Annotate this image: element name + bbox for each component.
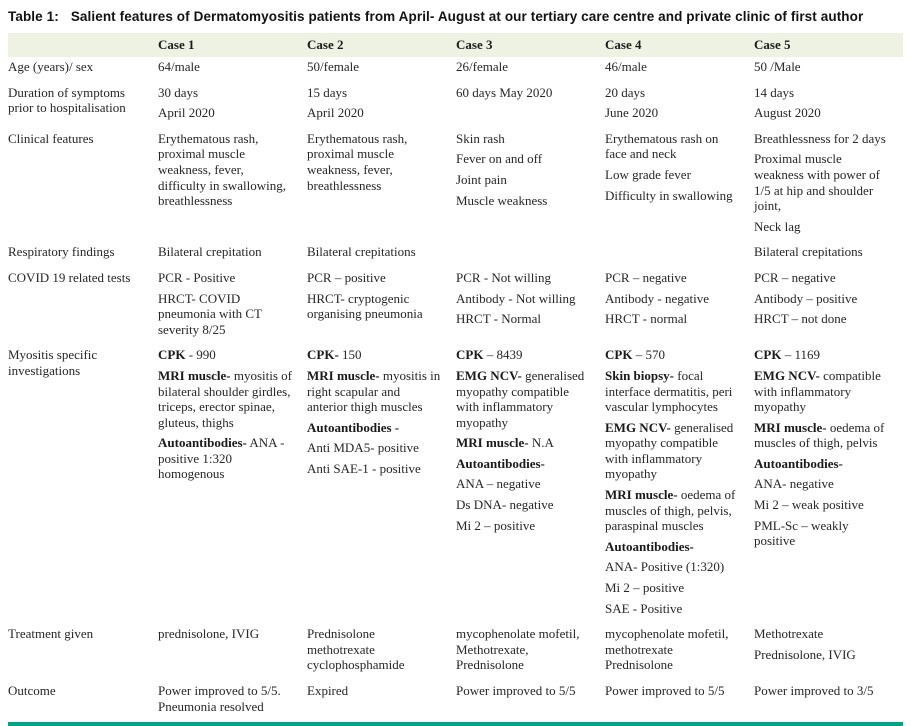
cell-paragraph: PCR – negative: [605, 269, 687, 285]
cell-paragraph: PML-Sc – weakly positive: [754, 517, 849, 549]
case-cell: [456, 268, 605, 345]
case-cell: [307, 681, 456, 724]
table-body: [8, 57, 903, 724]
cell-paragraph: HRCT- COVID pneumonia with CT severity 8/25: [158, 290, 262, 337]
cell-paragraph: Erythematous rash, proximal muscle weakness, fever, breathlessness: [307, 130, 408, 193]
cell-bold-lead: MRI muscle-: [158, 367, 231, 383]
case-header: Case 3: [456, 33, 605, 57]
cell-paragraph: mycophenolate mofetil, methotrexate Prednisolone: [605, 626, 729, 673]
table-row: [8, 83, 903, 129]
cell-paragraph: Antibody – positive: [754, 290, 858, 306]
cell-paragraph: Skin biopsy- focal interface dermatitis, peri vascular lymphocytes: [605, 367, 733, 415]
cell-paragraph: June 2020: [605, 105, 659, 121]
cell-paragraph: PCR – positive: [307, 269, 386, 285]
cell-paragraph: [307, 420, 443, 436]
table-head-row: [8, 33, 903, 57]
cell-bold-lead: MRI muscle-: [754, 419, 827, 435]
cell-paragraph: Erythematous rash, proximal muscle weakness, fever, difficulty in swallowing, breathlessness: [158, 130, 286, 209]
cell-paragraph: EMG NCV- generalised myopathy compatible with inflammatory myopathy: [605, 419, 734, 482]
cell-paragraph: [605, 539, 741, 555]
cell-paragraph: Skin rash: [456, 130, 505, 146]
cell-bold-lead: Autoantibodies-: [456, 455, 545, 471]
case-cell: [307, 83, 456, 129]
cell-paragraph: Power improved to 5/5. Pneumonia resolved: [158, 683, 281, 714]
case-cell: [158, 83, 307, 129]
table-row: [8, 345, 903, 624]
cell-paragraph: CPK - 990: [158, 347, 216, 363]
case-cell: [456, 129, 605, 243]
cell-paragraph: Bilateral crepitations: [307, 244, 416, 260]
cell-paragraph: MRI muscle- myositis of bilateral shoulder girdles, triceps, erector spinae, gluteus, thighs: [158, 367, 292, 430]
cell-paragraph: HRCT - Normal: [456, 311, 541, 327]
cell-paragraph: Muscle weakness: [456, 192, 548, 208]
cell-paragraph: HRCT - normal: [605, 311, 688, 327]
table-row: [8, 624, 903, 681]
row-label: Myositis specific investigations: [8, 347, 98, 378]
cell-paragraph: Antibody - negative: [605, 290, 709, 306]
cell-bold-lead: MRI muscle-: [307, 367, 380, 383]
case-cell: [456, 345, 605, 624]
case-cell: [605, 57, 754, 83]
cell-bold-lead: Skin biopsy-: [605, 367, 675, 383]
cell-paragraph: prednisolone, IVIG: [158, 626, 260, 642]
cell-bold-lead: CPK: [456, 347, 484, 363]
case-cell: [307, 268, 456, 345]
cell-paragraph: Fever on and off: [456, 151, 543, 167]
cell-paragraph: Anti SAE-1 - positive: [307, 460, 421, 476]
row-label: Treatment given: [8, 626, 94, 642]
cell-bold-lead: CPK: [754, 347, 782, 363]
row-label: Age (years)/ sex: [8, 59, 94, 74]
cell-paragraph: Bilateral crepitation: [158, 244, 262, 260]
case-cell: [754, 242, 903, 268]
cell-paragraph: PCR – negative: [754, 269, 836, 285]
cell-paragraph: Prednisolone methotrexate cyclophosphamide: [307, 626, 405, 673]
row-label: Outcome: [8, 683, 56, 698]
case-cell: [158, 129, 307, 243]
cell-paragraph: Power improved to 5/5: [456, 683, 576, 698]
cell-paragraph: Low grade fever: [605, 166, 691, 182]
case-cell: [158, 624, 307, 681]
case-cell: [605, 242, 754, 268]
case-header: Case 4: [605, 33, 754, 57]
case-header: Case 5: [754, 33, 903, 57]
cell-paragraph: Breathlessness for 2 days: [754, 130, 886, 146]
cell-bold-lead: EMG NCV-: [456, 367, 522, 383]
case-cell: [456, 681, 605, 724]
dermatomyositis-table: [8, 33, 903, 726]
case-cell: [158, 268, 307, 345]
case-cell: [605, 681, 754, 724]
cell-paragraph: CPK – 570: [605, 347, 665, 363]
cell-paragraph: 14 days: [754, 84, 795, 100]
case-cell: [158, 681, 307, 724]
case-cell: [456, 57, 605, 83]
cell-paragraph: HRCT – not done: [754, 311, 847, 327]
case-cell: [754, 624, 903, 681]
cell-paragraph: MRI muscle- oedema of muscles of thigh, pelvis, paraspinal muscles: [605, 487, 736, 534]
case-cell: [605, 345, 754, 624]
cell-paragraph: 26/female: [456, 59, 508, 74]
cell-bold-lead: MRI muscle-: [605, 487, 678, 503]
cell-paragraph: 50 /Male: [754, 59, 801, 74]
table-head: [8, 33, 903, 57]
cell-paragraph: CPK – 8439: [456, 347, 523, 363]
cell-paragraph: MRI muscle- N.A: [456, 435, 554, 451]
cell-paragraph: Ds DNA- negative: [456, 497, 554, 513]
cell-paragraph: MRI muscle- myositis in right scapular and anterior thigh muscles: [307, 367, 441, 415]
case-cell: [754, 57, 903, 83]
cell-bold-lead: CPK: [605, 347, 633, 363]
cell-paragraph: PCR - Not willing: [456, 269, 551, 285]
cell-paragraph: Neck lag: [754, 218, 801, 234]
table-title: [8, 9, 903, 24]
cell-bold-lead: Autoantibodies -: [307, 419, 400, 435]
case-cell: [307, 57, 456, 83]
cell-paragraph: EMG NCV- generalised myopathy compatible with inflammatory myopathy: [456, 367, 585, 430]
cell-paragraph: Mi 2 – positive: [605, 580, 685, 596]
cell-paragraph: Prednisolone, IVIG: [754, 646, 856, 662]
case-cell: [754, 129, 903, 243]
case-cell: [605, 268, 754, 345]
cell-paragraph: Anti MDA5- positive: [307, 440, 419, 456]
case-cell: [158, 57, 307, 83]
case-cell: [307, 624, 456, 681]
case-cell: [754, 345, 903, 624]
cell-paragraph: EMG NCV- compatible with inflammatory myopathy: [754, 367, 881, 415]
case-cell: [754, 681, 903, 724]
cell-bold-lead: EMG NCV-: [605, 419, 671, 435]
cell-bold-lead: Autoantibodies-: [754, 455, 843, 471]
case-cell: [456, 242, 605, 268]
cell-paragraph: April 2020: [307, 105, 364, 121]
cell-paragraph: Expired: [307, 683, 349, 698]
cell-paragraph: Power improved to 5/5: [605, 683, 725, 698]
table-row: [8, 129, 903, 243]
cell-paragraph: August 2020: [754, 105, 821, 121]
cell-paragraph: Power improved to 3/5: [754, 683, 874, 698]
cell-paragraph: April 2020: [158, 105, 215, 121]
cell-paragraph: Methotrexate: [754, 626, 824, 642]
cell-paragraph: PCR - Positive: [158, 269, 236, 285]
case-header: Case 1: [158, 33, 307, 57]
cell-paragraph: CPK- 150: [307, 347, 362, 363]
case-cell: [456, 624, 605, 681]
cell-paragraph: Difficulty in swallowing: [605, 187, 733, 203]
cell-paragraph: mycophenolate mofetil, Methotrexate, Prednisolone: [456, 626, 580, 673]
corner-cell: [8, 33, 158, 57]
cell-paragraph: MRI muscle- oedema of muscles of thigh, pelvis: [754, 419, 885, 451]
case-cell: [158, 242, 307, 268]
cell-paragraph: ANA- Positive (1:320): [605, 559, 725, 575]
cell-paragraph: ANA- negative: [754, 476, 834, 492]
case-cell: [456, 83, 605, 129]
cell-paragraph: [754, 456, 890, 472]
case-cell: [307, 242, 456, 268]
cell-paragraph: Mi 2 – positive: [456, 517, 536, 533]
row-label: Duration of symptoms prior to hospitalisation: [8, 84, 126, 116]
table-row: [8, 57, 903, 83]
cell-paragraph: 46/male: [605, 59, 647, 74]
cell-paragraph: Bilateral crepitations: [754, 244, 863, 260]
row-label: Respiratory findings: [8, 244, 115, 260]
cell-paragraph: ANA – negative: [456, 476, 541, 492]
cell-bold-lead: CPK: [158, 347, 186, 363]
case-cell: [158, 345, 307, 624]
table-number-label: Table 1:: [8, 9, 59, 24]
case-cell: [307, 345, 456, 624]
case-header: Case 2: [307, 33, 456, 57]
case-cell: [605, 83, 754, 129]
cell-paragraph: Proximal muscle weakness with power of 1/5 at hip and shoulder joint,: [754, 151, 880, 214]
cell-paragraph: Erythematous rash on face and neck: [605, 130, 719, 162]
table-title-text: Salient features of Dermatomyositis patients from April- August at our tertiary care centre and private clinic of first author: [70, 9, 864, 24]
cell-paragraph: 30 days: [158, 84, 199, 100]
case-cell: [605, 624, 754, 681]
case-cell: [754, 83, 903, 129]
cell-paragraph: 60 days May 2020: [456, 84, 553, 100]
cell-paragraph: Mi 2 – weak positive: [754, 497, 864, 513]
cell-paragraph: 15 days: [307, 84, 348, 100]
case-cell: [307, 129, 456, 243]
cell-bold-lead: CPK-: [307, 347, 339, 363]
case-cell: [605, 129, 754, 243]
row-label: COVID 19 related tests: [8, 269, 131, 285]
table-row: [8, 681, 903, 724]
cell-paragraph: Autoantibodies- ANA - positive 1:320 homogenous: [158, 435, 285, 482]
cell-paragraph: 64/male: [158, 59, 200, 74]
cell-paragraph: Antibody - Not willing: [456, 290, 576, 306]
cell-bold-lead: EMG NCV-: [754, 367, 820, 383]
cell-bold-lead: MRI muscle-: [456, 435, 529, 451]
table-row: [8, 268, 903, 345]
cell-paragraph: HRCT- cryptogenic organising pneumonia: [307, 290, 423, 322]
row-label: Clinical features: [8, 130, 94, 146]
cell-paragraph: 20 days: [605, 84, 646, 100]
cell-bold-lead: Autoantibodies-: [158, 435, 247, 451]
cell-paragraph: SAE - Positive: [605, 600, 683, 616]
cell-paragraph: Joint pain: [456, 171, 507, 187]
cell-paragraph: CPK – 1169: [754, 347, 820, 363]
table-row: [8, 242, 903, 268]
cell-bold-lead: Autoantibodies-: [605, 538, 694, 554]
cell-paragraph: [456, 456, 592, 472]
case-cell: [754, 268, 903, 345]
cell-paragraph: 50/female: [307, 59, 359, 74]
